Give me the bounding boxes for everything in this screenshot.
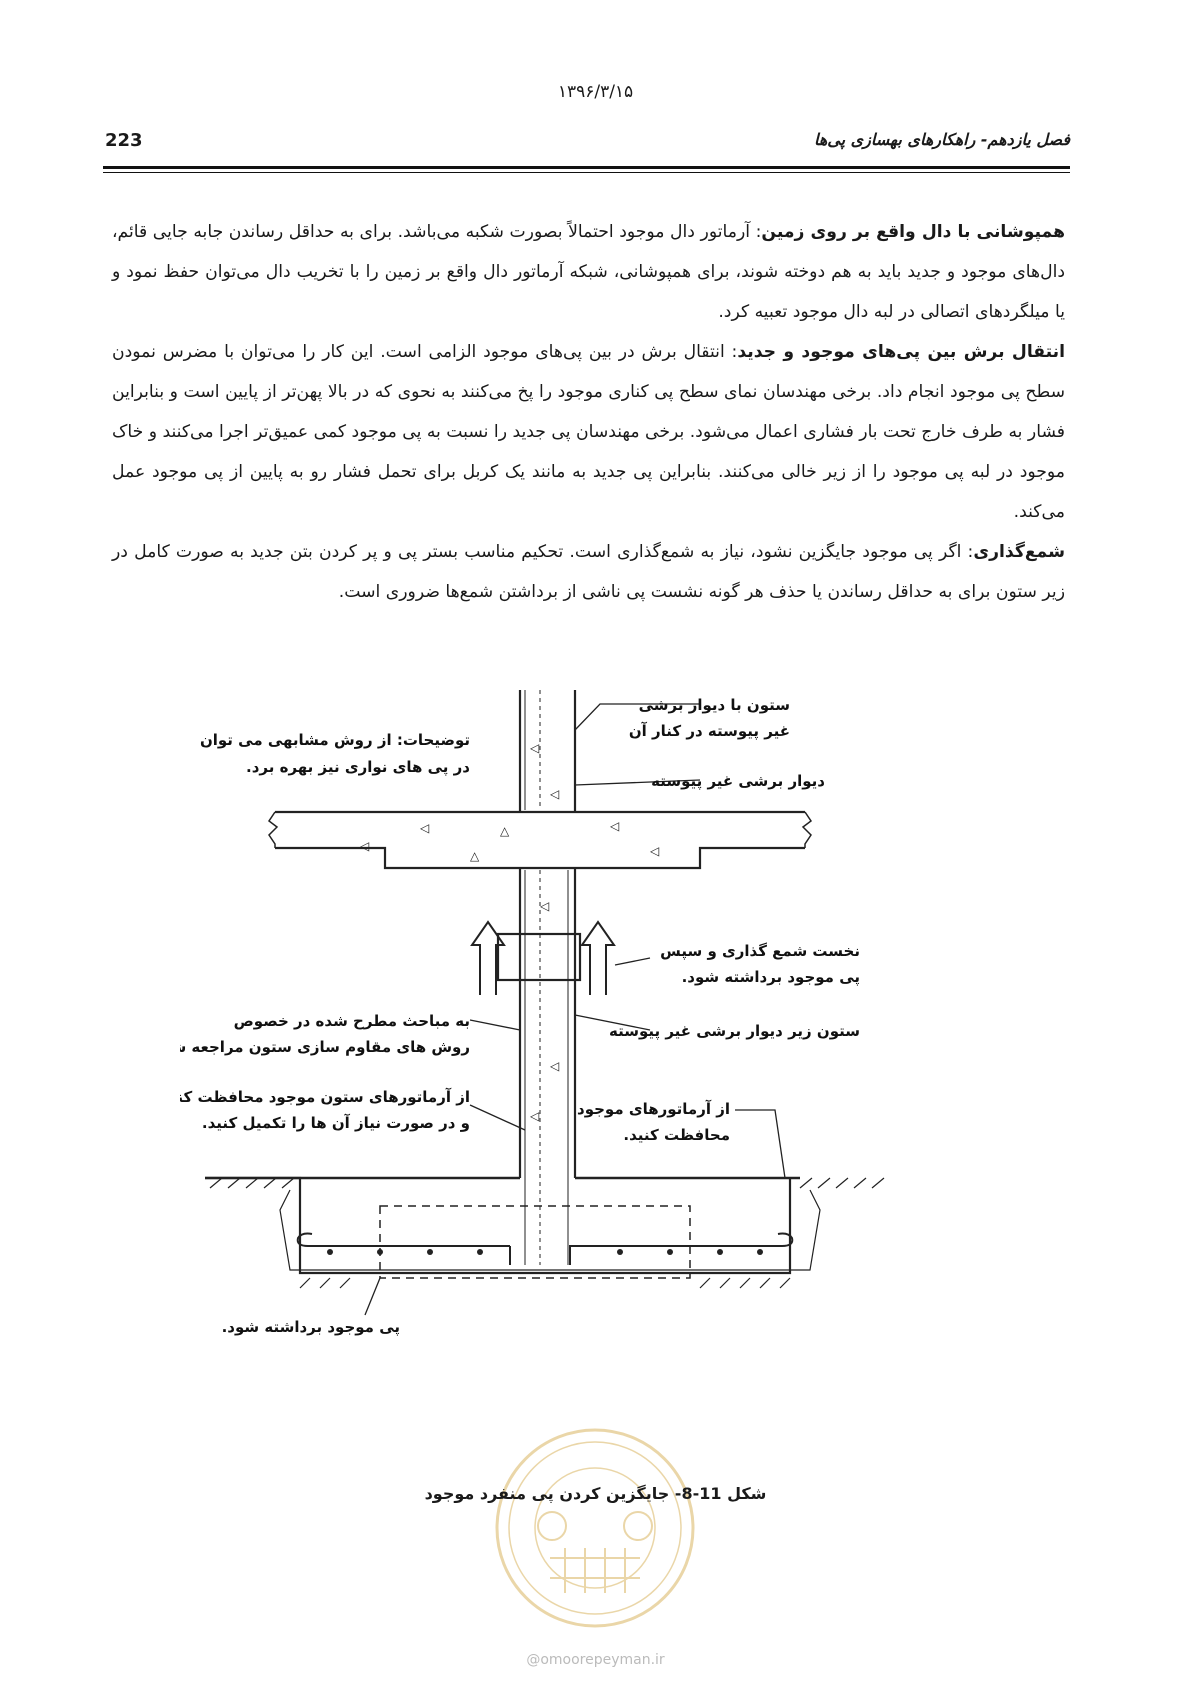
paragraph xyxy=(112,212,1065,332)
svg-text:△: △ xyxy=(470,849,480,863)
label-column-under-wall: ستون زیر دیوار برشی غیر پیوسته xyxy=(608,1022,860,1040)
paragraph-text: : اگر پی موجود جایگزین نشود، نیاز به شمع‌گذاری است. تحکیم مناسب بستر پی و پر کردن بتن جدید به صورت کامل در زیر ستون برای به حداقل رساندن یا حذف هر گونه نشست پی ناشی از برداشتن شمع‌ها ضروری است. xyxy=(112,542,1065,602)
label-column-wall-2: غیر پیوسته در کنار آن xyxy=(628,722,790,740)
label-protect-column-2: و در صورت نیاز آن ها را تکمیل کنید. xyxy=(201,1114,470,1132)
body-text xyxy=(112,212,1065,612)
svg-text:△: △ xyxy=(500,824,510,838)
label-shoring-2: پی موجود برداشته شود. xyxy=(681,968,860,986)
svg-text:◁: ◁ xyxy=(530,1109,540,1123)
label-shoring-1: نخست شمع گذاری و سپس xyxy=(660,942,860,960)
label-note-2: در پی های نواری نیز بهره برد. xyxy=(246,758,470,776)
label-remove-footing: پی موجود برداشته شود. xyxy=(221,1318,400,1336)
page-number: 223 xyxy=(105,130,143,151)
label-retrofit-1: به مباحث مطرح شده در خصوص xyxy=(233,1012,470,1030)
figure-caption: شکل 11-8- جایگزین کردن پی منفرد موجود xyxy=(424,1484,767,1503)
chapter-title: فصل یازدهم- راهکارهای بهسازی پی‌ها xyxy=(813,130,1070,149)
label-protect-existing-1: از آرماتورهای موجود xyxy=(577,1100,730,1118)
svg-text:◁: ◁ xyxy=(610,819,620,833)
paragraph-title: شمع‌گذاری xyxy=(973,542,1065,562)
label-discontinuous-wall: دیوار برشی غیر پیوسته xyxy=(651,772,825,790)
svg-text:◁: ◁ xyxy=(360,839,370,853)
paragraph-title: انتقال برش بین پی‌های موجود و جدید xyxy=(737,342,1066,362)
paragraph-text: : آرماتور دال موجود احتمالاً بصورت شکبه می‌باشد. برای به حداقل رساندن جابه جایی قائم، دال‌های موجود و جدید باید به هم دوخته شوند، برای همپوشانی، شبکه آرماتور دال واقع بر زمین را با تخریب دال می‌توان حفظ نمود و یا میلگردهای اتصالی در لبه دال موجود تعبیه کرد. xyxy=(112,222,1065,322)
svg-text:◁: ◁ xyxy=(530,741,540,755)
page-header xyxy=(105,130,1070,160)
header-rule-thick xyxy=(103,166,1070,169)
svg-text:◁: ◁ xyxy=(420,821,430,835)
paragraph-text: : انتقال برش در بین پی‌های موجود الزامی است. این کار را می‌توان با مضرس نمودن سطح پی موجود انجام داد. برخی مهندسان نمای سطح پی کناری موجود را پخ می‌کنند به نحوی که در بالا پهن‌تر از پایین است و بنابراین فشار به طرف خارج تحت بار فشاری اعمال می‌شود. برخی مهندسان پی جدید را نسبت به پی موجود کمی عمیق‌تر اجرا می‌کنند و خاک موجود در لبه پی موجود را از زیر خالی می‌کنند. بنابراین پی جدید به مانند یک کربل برای تحمل فشار رو به پایین از پی موجود عمل می‌کند. xyxy=(112,342,1065,522)
svg-text:◁: ◁ xyxy=(550,1059,560,1073)
figure-footing-replacement xyxy=(180,690,1010,1374)
label-column-wall-1: ستون با دیوار برشی xyxy=(638,696,790,714)
svg-text:◁: ◁ xyxy=(650,844,660,858)
label-protect-column-1: از آرماتورهای ستون موجود محافظت کنید xyxy=(180,1088,470,1106)
label-protect-existing-2: محافظت کنید. xyxy=(623,1126,730,1144)
watermark-seal-icon xyxy=(490,1408,700,1648)
paragraph xyxy=(112,332,1065,532)
paragraph-title: همپوشانی با دال واقع بر روی زمین xyxy=(761,222,1065,242)
label-retrofit-2: روش های مقاوم سازی ستون مراجعه شود. xyxy=(180,1038,470,1056)
watermark-url: @omoorepeyman.ir xyxy=(526,1652,665,1668)
label-note-1: توضیحات: از روش مشابهی می توان xyxy=(199,731,470,749)
svg-text:◁: ◁ xyxy=(550,787,560,801)
page-date: ۱۳۹۶/۳/۱۵ xyxy=(557,82,634,102)
svg-text:◁: ◁ xyxy=(540,899,550,913)
paragraph xyxy=(112,532,1065,612)
header-rule-thin xyxy=(103,172,1070,173)
structural-diagram xyxy=(180,690,1010,1370)
